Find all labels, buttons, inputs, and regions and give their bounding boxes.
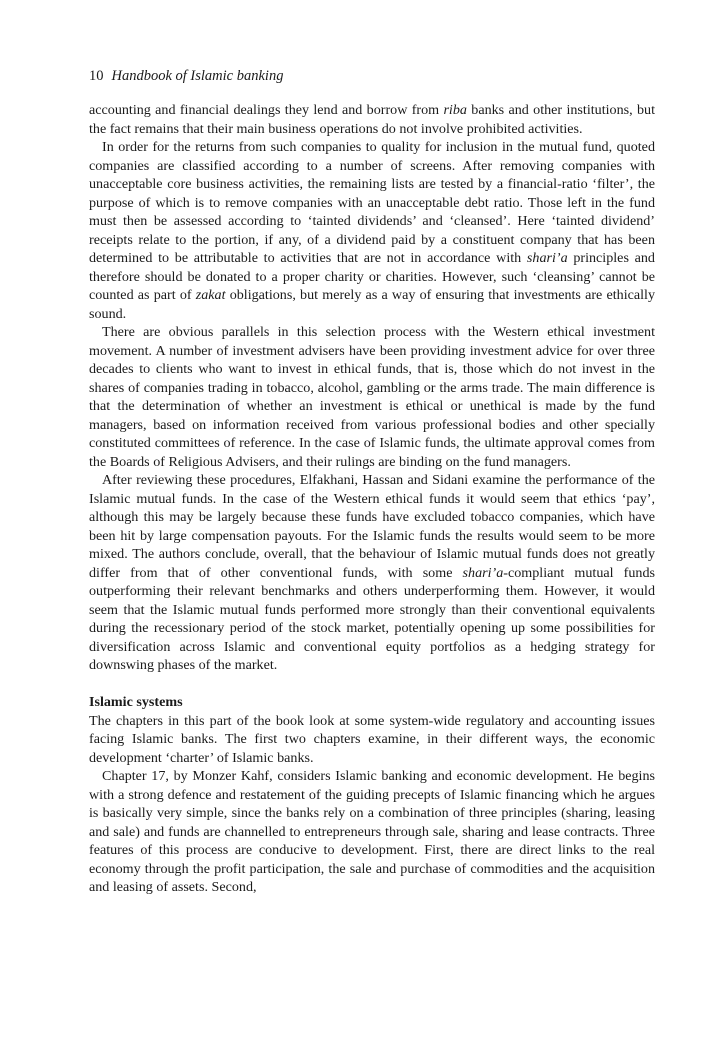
italic-term: riba [443, 102, 467, 118]
paragraph-screening [89, 138, 655, 323]
italic-term: shari’a [462, 564, 504, 581]
page-number: 10 [89, 68, 104, 84]
text-run: After reviewing these procedures, Elfakhani, Hassan and Sidani examine the performance of the Islamic mutual funds. In the case of the Western ethical funds it would seem that ethics ‘pay’, although this may be largely because these funds have excluded tobacco companies, which have been hit by large compensation payouts. For the Islamic funds the results would seem to be more mixed. The authors conclude, overall, that the behaviour of Islamic mutual funds does not greatly differ from that of other conventional funds, with some [89, 472, 655, 581]
text-run: -compliant mutual funds outperforming their relevant benchmarks and others underperforming them. However, it would seem that the Islamic mutual funds performed more strongly than their conventional equivalents during the recessionary period of the stock market, potentially opening up some possibilities for diversification across Islamic and conventional equity portfolios as a hedging strategy for downswing phases of the market. [89, 564, 655, 673]
paragraph-continuation [89, 101, 655, 138]
paragraph-performance [89, 471, 655, 675]
body-text [89, 101, 655, 897]
section-heading: Islamic systems [89, 694, 183, 710]
text-run: accounting and financial dealings they lend and borrow from [89, 102, 444, 118]
running-header [89, 67, 283, 85]
text-run: obligations, but merely as a way of ensuring that investments are ethically sound. [89, 287, 655, 322]
italic-term: zakat [195, 287, 226, 303]
text-run: banks and other institutions, but the fact remains that their main business operations do not involve prohibited activities. [89, 102, 655, 137]
text-run: In order for the returns from such companies to quality for inclusion in the mutual fund, quoted companies are classified according to a number of screens. After removing companies with unacceptable core business activities, the remaining lists are tested by a financial-ratio ‘filter’, the purpose of which is to remove companies with an unacceptable debt ratio. Those left in the fund must then be assessed according to ‘tainted dividends’ and ‘cleansed’. Here ‘tainted dividend’ receipts relate to the portion, if any, of a dividend paid by a constituent company that has been determined to be attributable to activities that are not in accordance with [89, 139, 655, 266]
italic-term: shari’a [526, 250, 568, 266]
paragraph-ethical-parallels: There are obvious parallels in this selection process with the Western ethical investment movement. A number of investment advisers have been providing investment advice for over three decades to clients who want to invest in ethical funds, that is, those which do not invest in the shares of companies trading in tobacco, alcohol, gambling or the arms trade. The main difference is that the determination of whether an investment is ethical or unethical is made by the fund managers, based on information received from various professional bodies and other specially constituted committees of reference. In the case of Islamic funds, the ultimate approval comes from the Boards of Religious Advisers, and their rulings are binding on the fund managers. [89, 324, 655, 470]
text-run: principles and therefore should be donated to a proper charity or charities. However, such ‘cleansing’ cannot be counted as part of [89, 250, 655, 303]
book-title: Handbook of Islamic banking [111, 68, 284, 84]
paragraph-chapter-17: Chapter 17, by Monzer Kahf, considers Islamic banking and economic development. He begins with a strong defence and restatement of the guiding precepts of Islamic financing which he argues is basically very simple, since the banks rely on a combination of three principles (sharing, leasing and sale) and funds are channelled to entrepreneurs through sale, sharing and lease contracts. Three features of this process are conducive to development. First, there are direct links to the real economy through the profit participation, the sale and purchase of commodities and the acquisition and leasing of assets. Second, [89, 768, 655, 895]
paragraph-systems-intro: The chapters in this part of the book look at some system-wide regulatory and accounting issues facing Islamic banks. The first two chapters examine, in their different ways, the economic development ‘charter’ of Islamic banks. [89, 712, 655, 766]
